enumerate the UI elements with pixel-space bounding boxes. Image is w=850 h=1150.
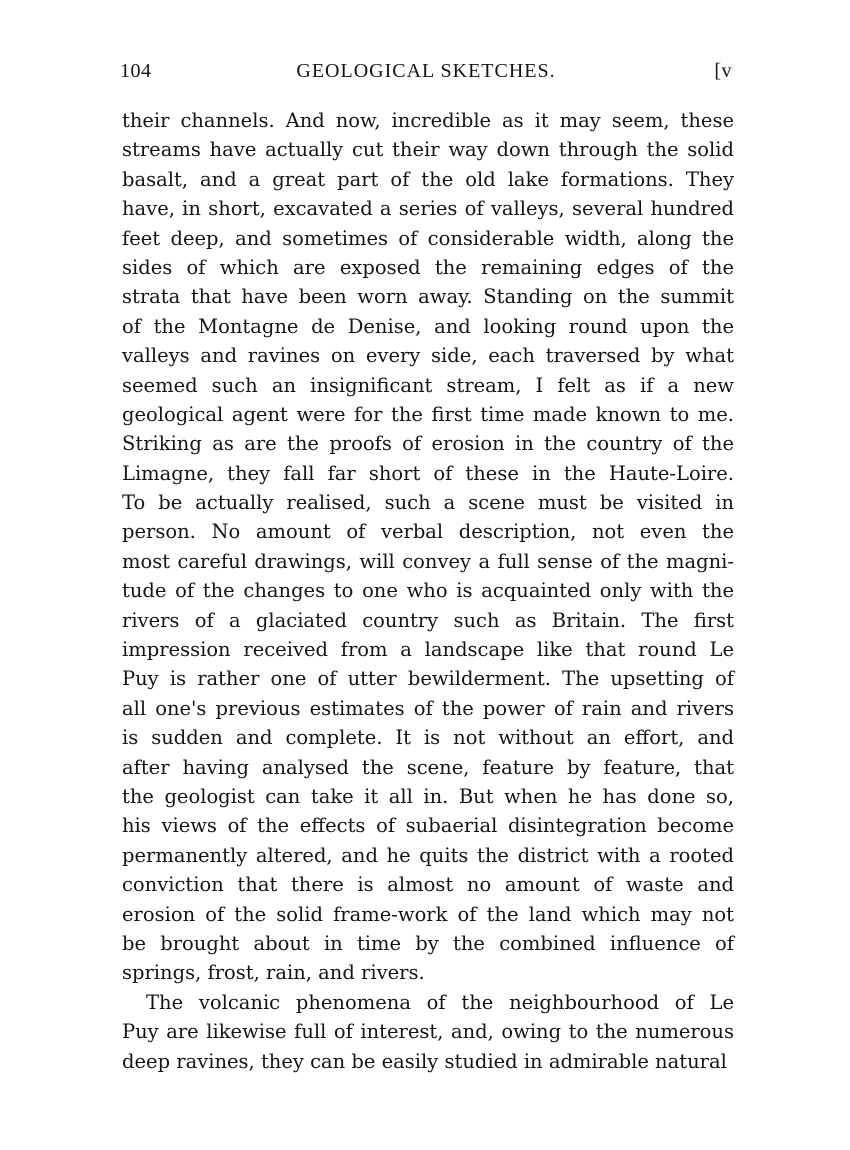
text-line: deep ravines, they can be easily studied in admirable natural [122,1049,727,1073]
text-line: basalt, and a great part of the old lake formations. They [122,167,734,191]
text-line: Striking as are the proofs of erosion in the country of the [122,432,734,456]
text-line: springs, frost, rain, and rivers. [122,961,425,985]
text-line: Limagne, they fall far short of these in the Haute-Loire. [122,461,734,485]
text-line: feet deep, and sometimes of considerable width, along the [122,226,734,250]
text-line: most careful drawings, will convey a full sense of the magni- [122,549,734,573]
text-line: geological agent were for the first time made known to me. [122,402,734,426]
text-line: his views of the effects of subaerial disintegration become [122,814,734,838]
text-line: streams have actually cut their way down through the solid [122,138,734,162]
text-line: permanently altered, and he quits the district with a rooted [122,843,734,867]
text-line: of the Montagne de Denise, and looking round upon the [122,314,734,338]
text-line: tude of the changes to one who is acquainted only with the [122,579,734,603]
chapter-mark: [v [714,60,732,82]
text-line: is sudden and complete. It is not without an effort, and [122,726,734,750]
text-line: rivers of a glaciated country such as Britain. The first [122,608,734,632]
running-head [120,60,732,90]
text-line: be brought about in time by the combined influence of [122,931,734,955]
page-number: 104 [120,60,152,82]
paragraph [122,106,734,988]
text-line: seemed such an insignificant stream, I felt as if a new [122,373,734,397]
text-line: conviction that there is almost no amount of waste and [122,873,734,897]
header-title: GEOLOGICAL SKETCHES. [296,60,556,82]
text-line: strata that have been worn away. Standing on the summit [122,285,734,309]
text-line: valleys and ravines on every side, each traversed by what [122,344,734,368]
body-text [122,106,734,1076]
text-line: impression received from a landscape like that round Le [122,638,734,662]
text-line: Puy is rather one of utter bewilderment. The upsetting of [122,667,734,691]
text-line: Puy are likewise full of interest, and, owing to the numerous [122,1020,734,1044]
text-line: erosion of the solid frame-work of the land which may not [122,902,734,926]
text-line: have, in short, excavated a series of valleys, several hundred [122,197,734,221]
paragraph [122,988,734,1076]
text-line: the geologist can take it all in. But when he has done so, [122,784,734,808]
text-line: after having analysed the scene, feature by feature, that [122,755,734,779]
text-line: all one's previous estimates of the power of rain and rivers [122,696,734,720]
text-line: person. No amount of verbal description, not even the [122,520,734,544]
text-line: sides of which are exposed the remaining edges of the [122,255,734,279]
text-line: The volcanic phenomena of the neighbourhood of Le [146,990,734,1014]
text-line: To be actually realised, such a scene must be visited in [122,491,734,515]
text-line: their channels. And now, incredible as it may seem, these [122,109,734,132]
